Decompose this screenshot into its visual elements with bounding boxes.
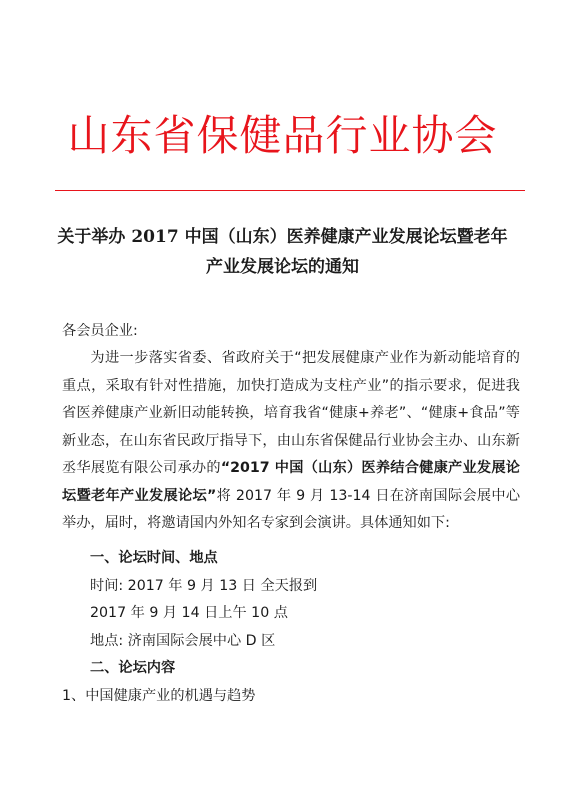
forum-name: “2017 中国（山东）医养结合健康产业发展论坛暨老年产业发展论坛” [62, 460, 520, 504]
section-1-heading: 一、论坛时间、地点 [90, 550, 218, 566]
content-item-1: 1、中国健康产业的机遇与趋势 [62, 688, 256, 704]
section-2-heading: 二、论坛内容 [90, 660, 176, 676]
time-line-2: 2017 年 9 月 14 日上午 10 点 [90, 605, 288, 621]
org-name-heading: 山东省保健品行业协会 [67, 111, 498, 160]
header-divider [55, 190, 525, 191]
intro-text-part-2: 将 2017 年 9 月 13-14 日在济南国际会展中心举办，届时，将邀请国内外知名专家到会演讲。具体通知如下: [62, 487, 521, 531]
time-line-1: 时间: 2017 年 9 月 13 日 全天报到 [90, 578, 318, 594]
document-title-line-1: 关于举办 2017 中国（山东）医养健康产业发展论坛暨老年 [57, 227, 508, 247]
document-title-line-2: 产业发展论坛的通知 [206, 257, 359, 277]
intro-text-part-1: 为进一步落实省委、省政府关于“把发展健康产业作为新动能培育的重点，采取有针对性措施，加快打造成为支柱产业”的指示要求，促进我省医养健康产业新旧动能转换，培育我省“健康+养老”、“健康+食品”等新业态，在山东省民政厅指导下，由山东省保健品行业协会主办、山东新丞华展览有限公司承办的 [62, 350, 520, 476]
document-title [40, 222, 525, 282]
salutation: 各会员企业: [62, 323, 138, 339]
location-line: 地点: 济南国际会展中心 D 区 [90, 633, 276, 649]
intro-paragraph [62, 345, 520, 538]
